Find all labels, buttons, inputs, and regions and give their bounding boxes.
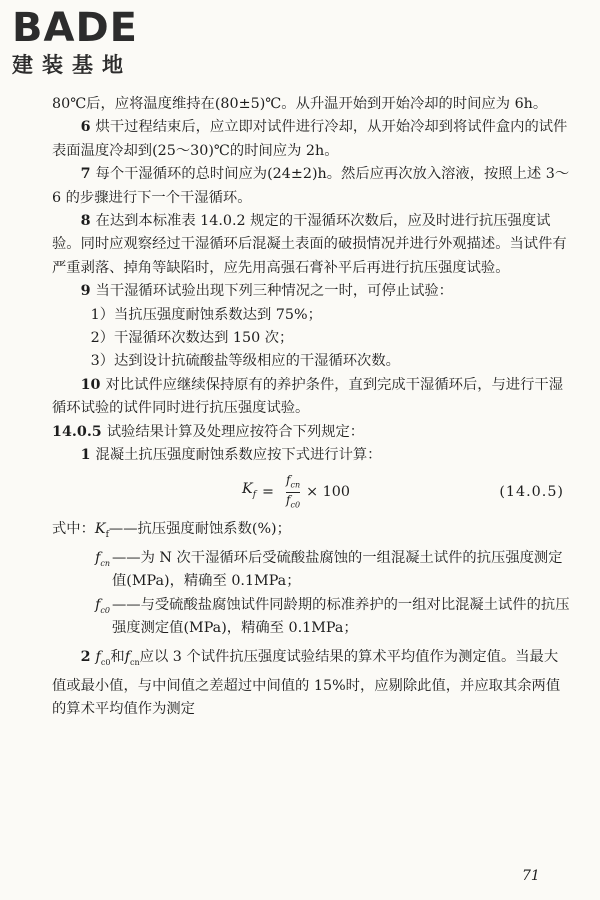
- sub-item-1: 1）当抗压强度耐蚀系数达到 75%；: [90, 306, 322, 323]
- definition-fcn: $f_{cn}$ ——为 N 次干湿循环后受硫酸盐腐蚀的一组混凝土试件的抗压强度测定值(MPa)，精确至 0.1MPa；: [95, 549, 563, 590]
- page-number: 71: [522, 868, 540, 884]
- formula-equals: =: [262, 483, 275, 500]
- definition-fc0: $f_{c0}$ ——与受硫酸盐腐蚀试件同龄期的标准养护的一组对比混凝土试件的抗压强度测定值(MPa)，精确至 0.1MPa；: [95, 596, 570, 636]
- formula-lhs: $K_f$: [242, 480, 257, 500]
- item-text: 应以 3 个试件抗压强度试验结果的算术平均值作为测定值。当最大值或最小值，与中间值之差超过中间值的 15%时，应剔除此值，并应取其余两值的算术平均值作为测定: [52, 649, 561, 718]
- item-text: 每个干湿循环的总时间应为(24±2)h。然后应再次放入溶液，按照上述 3～6 的步骤进行下一个干湿循环。: [52, 166, 570, 206]
- item-text: 当干湿循环试验出现下列三种情况之一时，可停止试验：: [95, 283, 453, 300]
- sub-item-2: 2）干湿循环次数达到 150 次；: [90, 330, 294, 347]
- paragraph-continuation: 80℃后，应将温度维持在(80±5)℃。从升温开始到开始冷却的时间应为 6h。: [52, 96, 548, 112]
- sub-item-3: 3）达到设计抗硫酸盐等级相应的干湿循环次数。: [90, 353, 400, 370]
- paragraph-item-7: [52, 163, 572, 210]
- formula-numerator: $f_{cn}$: [286, 472, 301, 489]
- definition-kf: 式中：$K_f——$抗压强度耐蚀系数(%)；: [52, 520, 291, 540]
- item-number: 2: [80, 649, 91, 666]
- logo-wordmark: BADE: [12, 5, 138, 51]
- formula-number: (14.0.5): [499, 483, 564, 500]
- formula-denominator: $f_{c0}$: [286, 493, 301, 510]
- paragraph-item-6: [52, 116, 572, 163]
- item-text: 在达到本标准表 14.0.2 规定的干湿循环次数后，应及时进行抗压强度试验。同时应观察经过干湿循环后混凝土表面的破损情况并进行外观描述。当试件有严重剥落、掉角等缺陷时，应先用高强石膏补平后再进行抗压强度试验。: [52, 213, 567, 276]
- formula-fraction: [286, 473, 300, 513]
- item-number: 9: [80, 283, 91, 300]
- item-number: 8: [80, 213, 91, 230]
- item-text: 烘干过程结束后，应立即对试件进行冷却，从开始冷却到将试件盒内的试件表面温度冷却到(25～30)℃的时间应为 2h。: [52, 119, 568, 159]
- section-text: 试验结果计算及处理应按符合下列规定：: [106, 423, 365, 440]
- paragraph-rule-1: [52, 444, 572, 467]
- formula-14-0-5: [52, 468, 572, 518]
- item-text: 混凝土抗压强度耐蚀系数应按下式进行计算：: [95, 447, 382, 464]
- item-text: 对比试件应继续保持原有的养护条件，直到完成干湿循环后，与进行干湿循环试验的试件同时进行抗压强度试验。: [52, 376, 563, 417]
- formula-multiplier: × 100: [306, 483, 350, 500]
- formula-expression: [242, 473, 350, 513]
- item-number: 1: [80, 447, 91, 464]
- paragraph-item-8: [52, 210, 572, 280]
- section-number: 14.0.5: [52, 423, 102, 440]
- logo-subtitle: 建装基地: [12, 53, 132, 77]
- logo: [12, 6, 138, 78]
- paragraph-item-10: [52, 374, 572, 421]
- page-body: [52, 93, 572, 721]
- paragraph-item-9: [52, 280, 572, 303]
- item-number: 7: [80, 166, 91, 183]
- section-14-0-5: [52, 421, 572, 444]
- item-number: 6: [80, 119, 91, 136]
- symbol-definitions: [52, 518, 572, 641]
- paragraph-rule-2: 2 $f_{c0}$和$f_{cn}$应以 3 个试件抗压强度试验结果的算术平均值作为测定值。当最大值或最小值，与中间值之差超过中间值的 15%时，应剔除此值，并应取其余两值的算术平均值作为测定: [52, 649, 561, 718]
- item-number: 10: [80, 376, 101, 393]
